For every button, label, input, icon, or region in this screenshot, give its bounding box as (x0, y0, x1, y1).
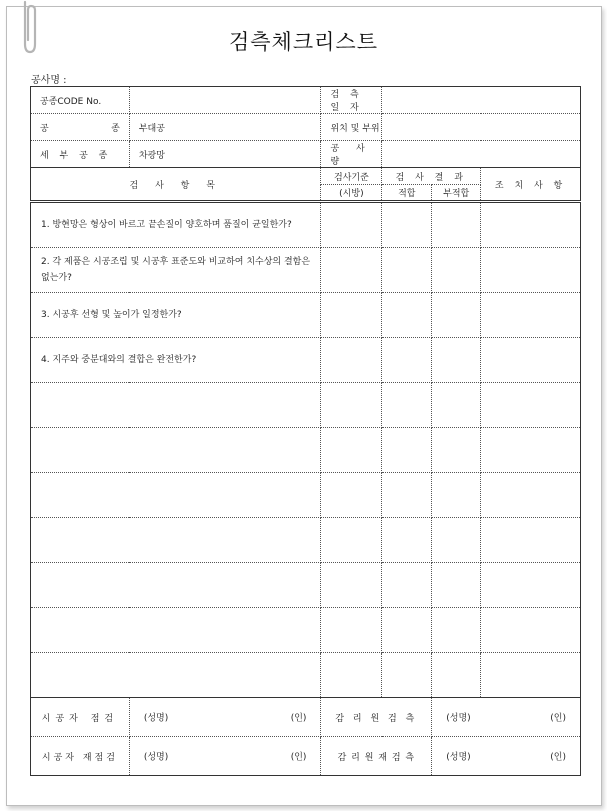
criteria-cell[interactable] (321, 293, 382, 338)
criteria-cell[interactable] (321, 473, 382, 518)
fail-cell[interactable] (432, 608, 481, 653)
quantity-value[interactable] (382, 141, 581, 168)
name-label: (성명) (143, 752, 169, 763)
header-row-sub-work (31, 141, 581, 168)
fail-cell[interactable] (432, 383, 481, 428)
table-row (31, 653, 581, 698)
table-row (31, 563, 581, 608)
pass-cell[interactable] (382, 473, 432, 518)
criteria-cell[interactable] (321, 653, 382, 698)
action-cell[interactable] (481, 383, 581, 428)
location-value[interactable] (382, 114, 581, 141)
fail-cell[interactable] (432, 202, 481, 248)
column-item-header: 검 사 항 목 (31, 168, 321, 202)
contractor-recheck-label: 시공자 재점검 (31, 737, 130, 776)
criteria-cell[interactable] (321, 248, 382, 293)
checklist-table (30, 86, 581, 776)
action-cell[interactable] (481, 653, 581, 698)
criteria-cell[interactable] (321, 563, 382, 608)
action-cell[interactable] (481, 338, 581, 383)
check-item-text: 3. 시공후 선형 및 높이가 일정한가? (31, 293, 321, 338)
signature-row-check (31, 698, 581, 737)
column-header-row-1 (31, 168, 581, 185)
seal-label: (인) (290, 713, 307, 724)
supervisor-recheck-label: 감 리 원 재 검 측 (321, 737, 432, 776)
pass-cell[interactable] (382, 338, 432, 383)
table-row (31, 473, 581, 518)
action-cell[interactable] (481, 473, 581, 518)
pass-cell[interactable] (382, 608, 432, 653)
contractor-check-label: 시공자 점검 (31, 698, 130, 737)
action-cell[interactable] (481, 248, 581, 293)
work-type-value[interactable]: 부대공 (129, 114, 321, 141)
criteria-cell[interactable] (321, 608, 382, 653)
page-title: 검측체크리스트 (228, 30, 378, 54)
supervisor-check-signature[interactable] (432, 698, 581, 737)
check-item-text (31, 518, 321, 563)
inspection-date-value[interactable] (382, 87, 581, 114)
table-row (31, 248, 581, 293)
supervisor-recheck-signature[interactable] (432, 737, 581, 776)
pass-cell[interactable] (382, 202, 432, 248)
fail-cell[interactable] (432, 428, 481, 473)
check-item-text (31, 608, 321, 653)
work-type-label (31, 114, 130, 141)
pass-cell[interactable] (382, 518, 432, 563)
fail-cell[interactable] (432, 653, 481, 698)
sub-work-label: 세 부 공 종 (31, 141, 130, 168)
table-row (31, 383, 581, 428)
name-label: (성명) (446, 713, 471, 724)
column-fail-header: 부적합 (432, 185, 481, 202)
pass-cell[interactable] (382, 428, 432, 473)
work-code-value[interactable] (129, 87, 321, 114)
seal-label: (인) (290, 752, 307, 763)
check-item-text (31, 383, 321, 428)
seal-label: (인) (550, 752, 566, 763)
sub-work-value[interactable]: 차광망 (129, 141, 321, 168)
pass-cell[interactable] (382, 563, 432, 608)
criteria-cell[interactable] (321, 518, 382, 563)
check-item-text (31, 428, 321, 473)
inspection-date-label: 검 측 일 자 (321, 87, 382, 114)
table-row (31, 202, 581, 248)
name-label: (성명) (446, 752, 471, 763)
criteria-cell[interactable] (321, 428, 382, 473)
criteria-cell[interactable] (321, 202, 382, 248)
check-item-text: 1. 방현망은 형상이 바르고 끝손질이 양호하며 품질이 균일한가? (31, 202, 321, 248)
fail-cell[interactable] (432, 473, 481, 518)
action-cell[interactable] (481, 428, 581, 473)
quantity-label: 공 사 량 (321, 141, 382, 168)
work-type-label-char1: 공 (40, 123, 49, 134)
column-result-header: 검 사 결 과 (382, 168, 481, 185)
pass-cell[interactable] (382, 653, 432, 698)
action-cell[interactable] (481, 293, 581, 338)
contractor-check-signature[interactable] (129, 698, 321, 737)
fail-cell[interactable] (432, 563, 481, 608)
criteria-cell[interactable] (321, 383, 382, 428)
check-item-text: 4. 지주와 중분대와의 결합은 완전한가? (31, 338, 321, 383)
site-name-label: 공사명 : (31, 75, 67, 86)
signature-row-recheck (31, 737, 581, 776)
seal-label: (인) (550, 713, 566, 724)
work-code-label: 공종CODE No. (31, 87, 130, 114)
column-criteria-sub-header: (시방) (321, 185, 382, 202)
column-criteria-header: 검사기준 (321, 168, 382, 185)
action-cell[interactable] (481, 518, 581, 563)
check-item-text: 2. 각 제품은 시공조립 및 시공후 표준도와 비교하여 치수상의 결함은 없는가? (31, 248, 321, 293)
criteria-cell[interactable] (321, 338, 382, 383)
check-item-text (31, 653, 321, 698)
action-cell[interactable] (481, 563, 581, 608)
supervisor-check-label: 감 리 원 검 측 (321, 698, 432, 737)
check-item-text (31, 473, 321, 518)
column-pass-header: 적합 (382, 185, 432, 202)
header-row-code (31, 87, 581, 114)
action-cell[interactable] (481, 202, 581, 248)
header-row-work-type (31, 114, 581, 141)
pass-cell[interactable] (382, 293, 432, 338)
table-row (31, 428, 581, 473)
action-cell[interactable] (481, 608, 581, 653)
pass-cell[interactable] (382, 383, 432, 428)
name-label: (성명) (143, 713, 169, 724)
work-type-label-char2: 종 (111, 123, 120, 134)
table-row (31, 518, 581, 563)
fail-cell[interactable] (432, 338, 481, 383)
table-row (31, 293, 581, 338)
column-action-header: 조 치 사 항 (481, 168, 581, 202)
table-row (31, 338, 581, 383)
check-item-text (31, 563, 321, 608)
fail-cell[interactable] (432, 248, 481, 293)
pass-cell[interactable] (382, 248, 432, 293)
location-label: 위치 및 부위 (321, 114, 382, 141)
contractor-recheck-signature[interactable] (129, 737, 321, 776)
table-row (31, 608, 581, 653)
fail-cell[interactable] (432, 293, 481, 338)
fail-cell[interactable] (432, 518, 481, 563)
